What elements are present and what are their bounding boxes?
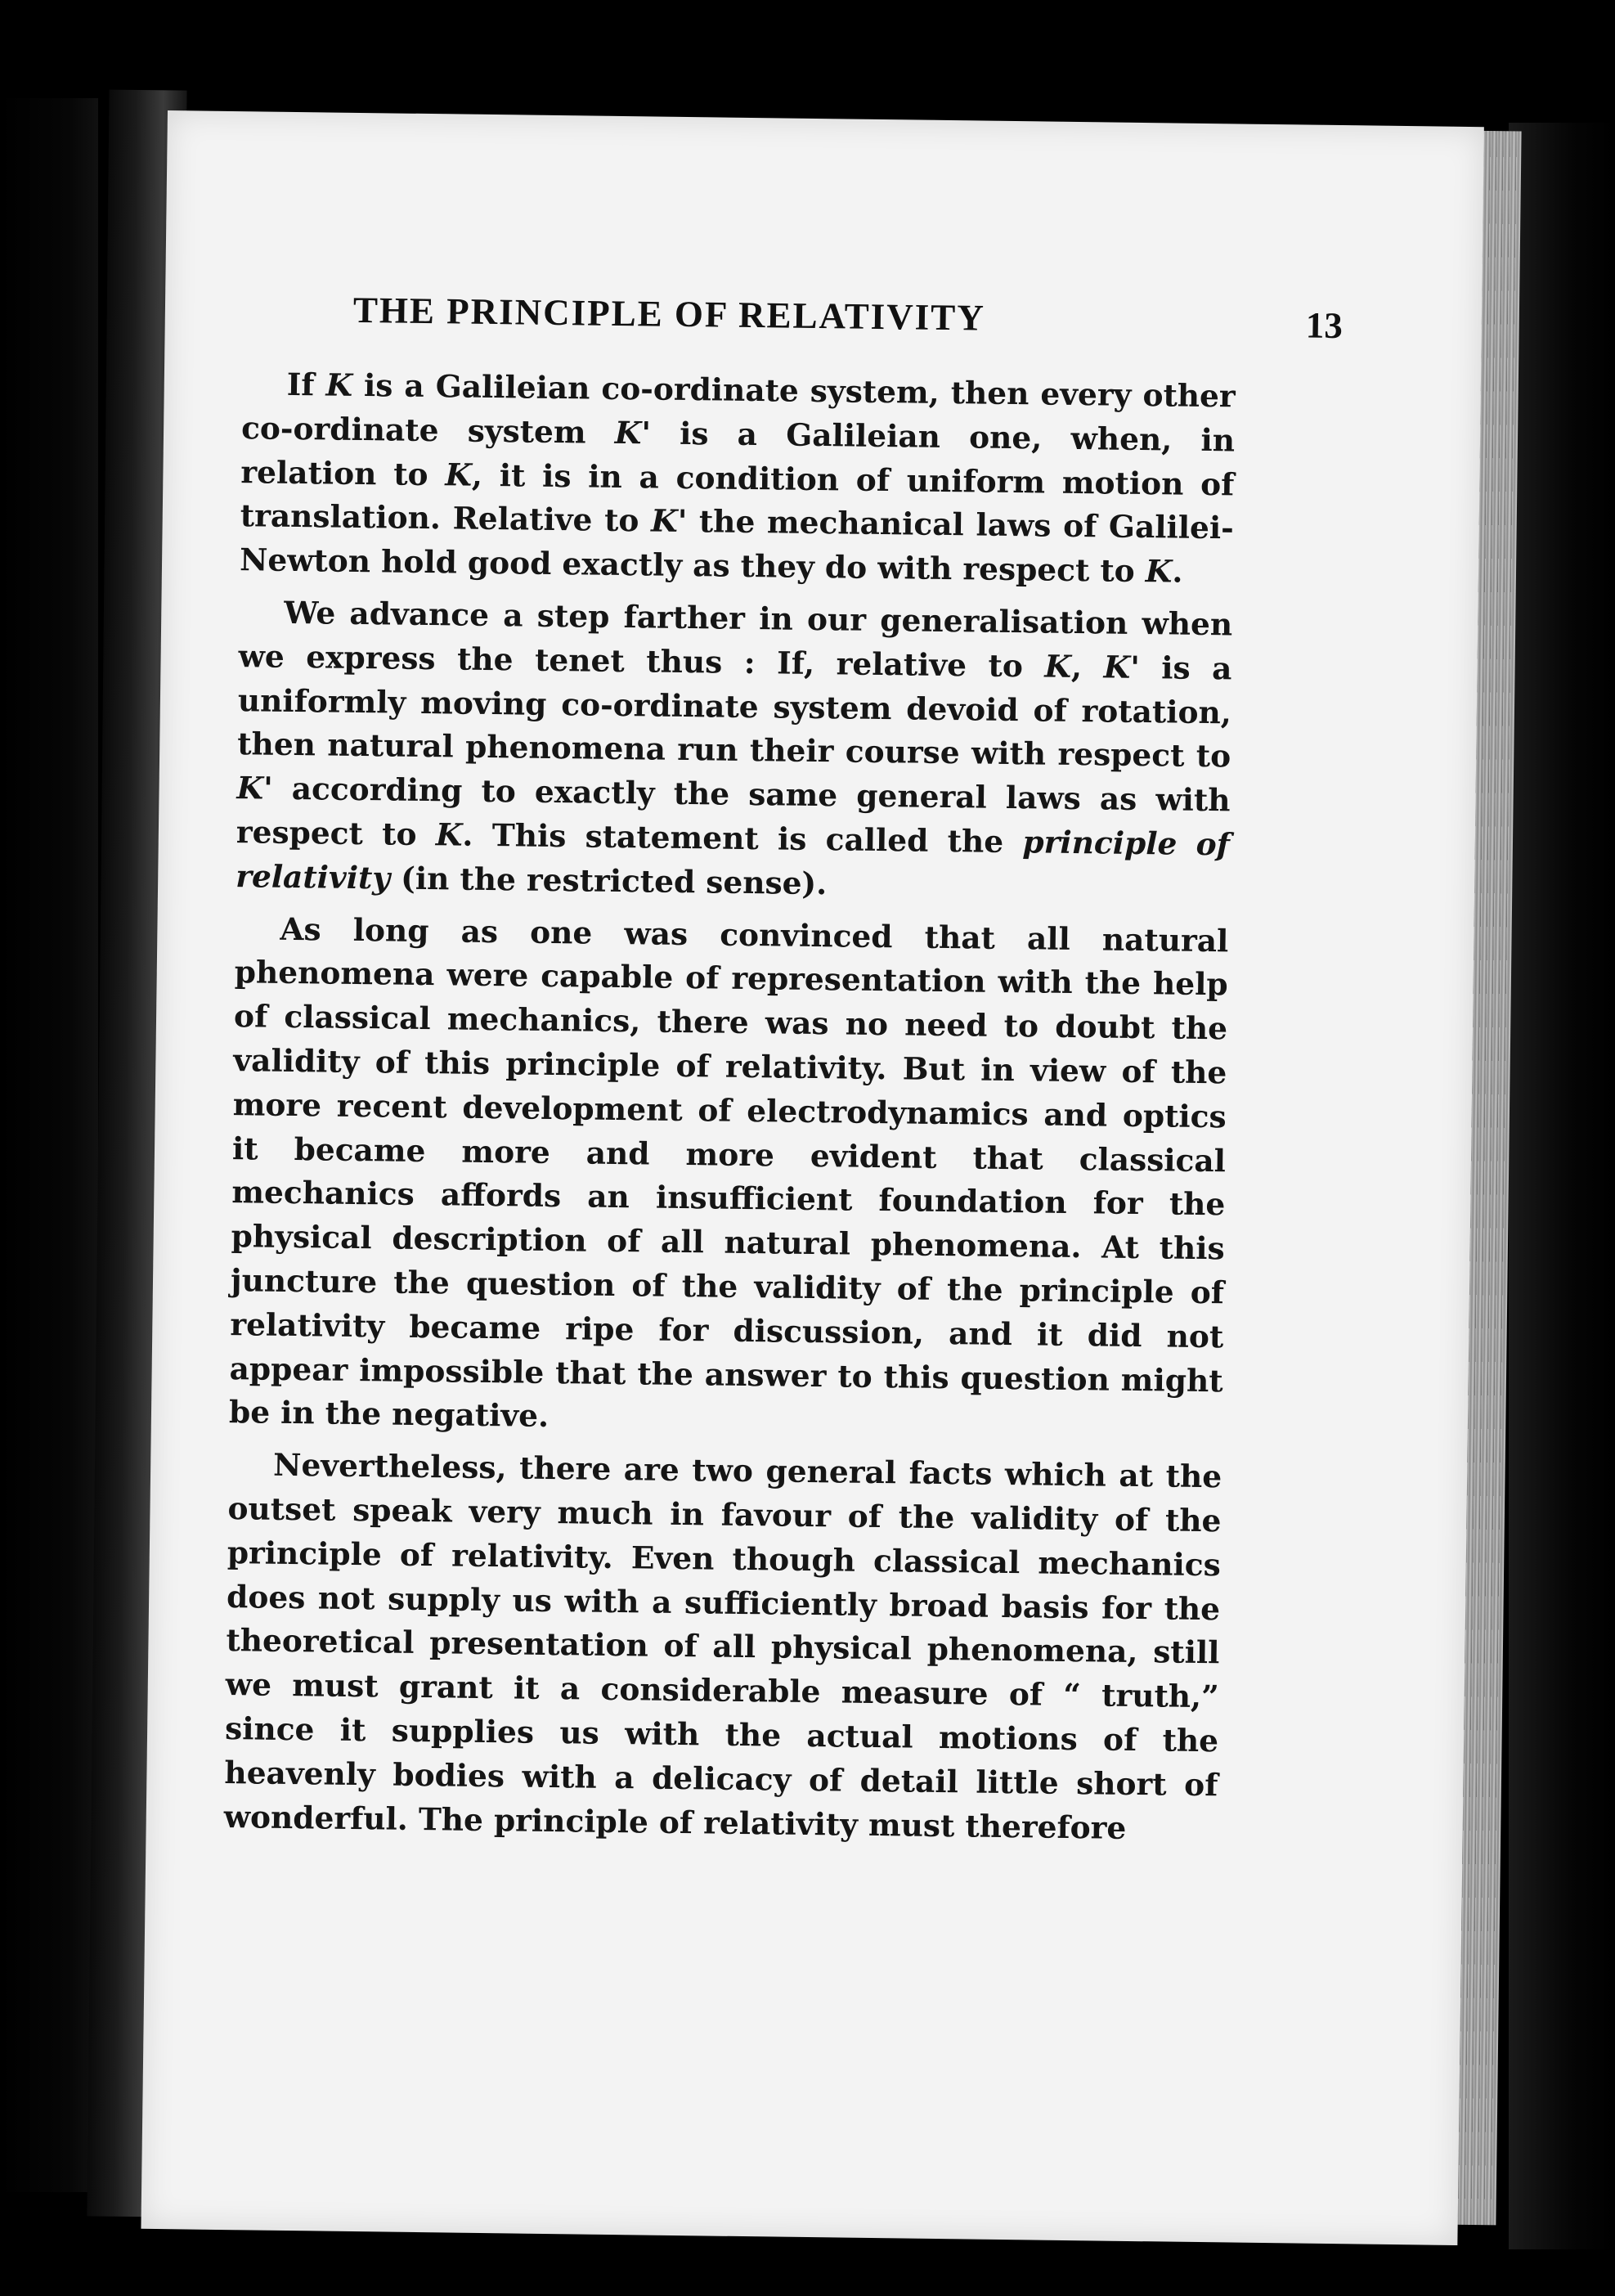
italic-text: K bbox=[1145, 553, 1173, 590]
paragraph-4 bbox=[223, 1443, 1222, 1851]
paragraph-3 bbox=[229, 907, 1229, 1448]
page-content bbox=[223, 287, 1344, 1851]
italic-text: K' bbox=[614, 414, 652, 452]
text-run: according to exactly the same general laws as with respect to bbox=[236, 770, 1231, 853]
text-run: the mechanical laws of Galilei-Newton hold good exactly as they do with respect to bbox=[239, 503, 1234, 590]
text-run: is a Galileian one, when, in relation to bbox=[240, 415, 1236, 492]
italic-text: K' bbox=[236, 770, 273, 807]
paragraph-2 bbox=[236, 591, 1233, 911]
running-title: THE PRINCIPLE OF RELATIVITY bbox=[352, 289, 986, 339]
text-run: (in the restricted sense). bbox=[389, 860, 828, 901]
text-run: . This statement is called the bbox=[462, 816, 1023, 860]
paragraph-1 bbox=[240, 362, 1236, 595]
text-run: As long as one was convinced that all natural phenomena were capable of representation with the help of classical mechanics, there was no need to doubt the validity of this principle of relativity. But in view of the more recent development of electrodynamics and optics it became more and more evident that classical mechanics affords an insufficient foundation for the physical description of all natural phenomena. At this juncture the question of the validity of the principle of relativity became ripe for discussion, and it did not appear impossible that the answer to this question might be in the negative. bbox=[228, 910, 1229, 1435]
text-run: , it is in a condition of uniform motion of translation. Relative to bbox=[240, 456, 1235, 539]
page-number: 13 bbox=[1305, 304, 1344, 347]
scan-right-edge bbox=[1509, 123, 1615, 2249]
text-run: is a Galileian co-ordinate system, then every other co-ordinate system bbox=[240, 366, 1236, 451]
text-run: If bbox=[286, 366, 326, 403]
italic-text: K bbox=[435, 816, 463, 853]
italic-text: K bbox=[1044, 648, 1072, 685]
italic-text: principle of relativity bbox=[235, 824, 1231, 896]
italic-text: K' bbox=[1103, 649, 1141, 685]
italic-text: K bbox=[325, 366, 353, 403]
body-text bbox=[223, 362, 1236, 1851]
italic-text: K' bbox=[650, 502, 688, 540]
text-run: , bbox=[1070, 648, 1104, 685]
text-run: is a uniformly moving co-ordinate system devoid of rotation, then natural phenomena run their course with respect to bbox=[236, 649, 1232, 775]
italic-text: K bbox=[445, 456, 473, 493]
book-page bbox=[141, 110, 1483, 2245]
text-run: We advance a step farther in our generalisation when we express the tenet thus : If, relative to bbox=[238, 594, 1233, 685]
text-run: . bbox=[1172, 553, 1183, 590]
text-run: Nevertheless, there are two general facts which at the outset speak very much in favour of the validity of the principle of relativity. Even though classical mechanics does not supply us with a sufficiently broad basis for the theoretical presentation of all physical phenomena, still we must grant it a considerable measure of “ truth,” since it supplies us with the actual motions of the heavenly bodies with a delicacy of detail little short of wonderful. The principle of relativity must therefore bbox=[223, 1446, 1222, 1846]
scan-left-edge bbox=[0, 98, 98, 2192]
running-head bbox=[242, 287, 1344, 375]
